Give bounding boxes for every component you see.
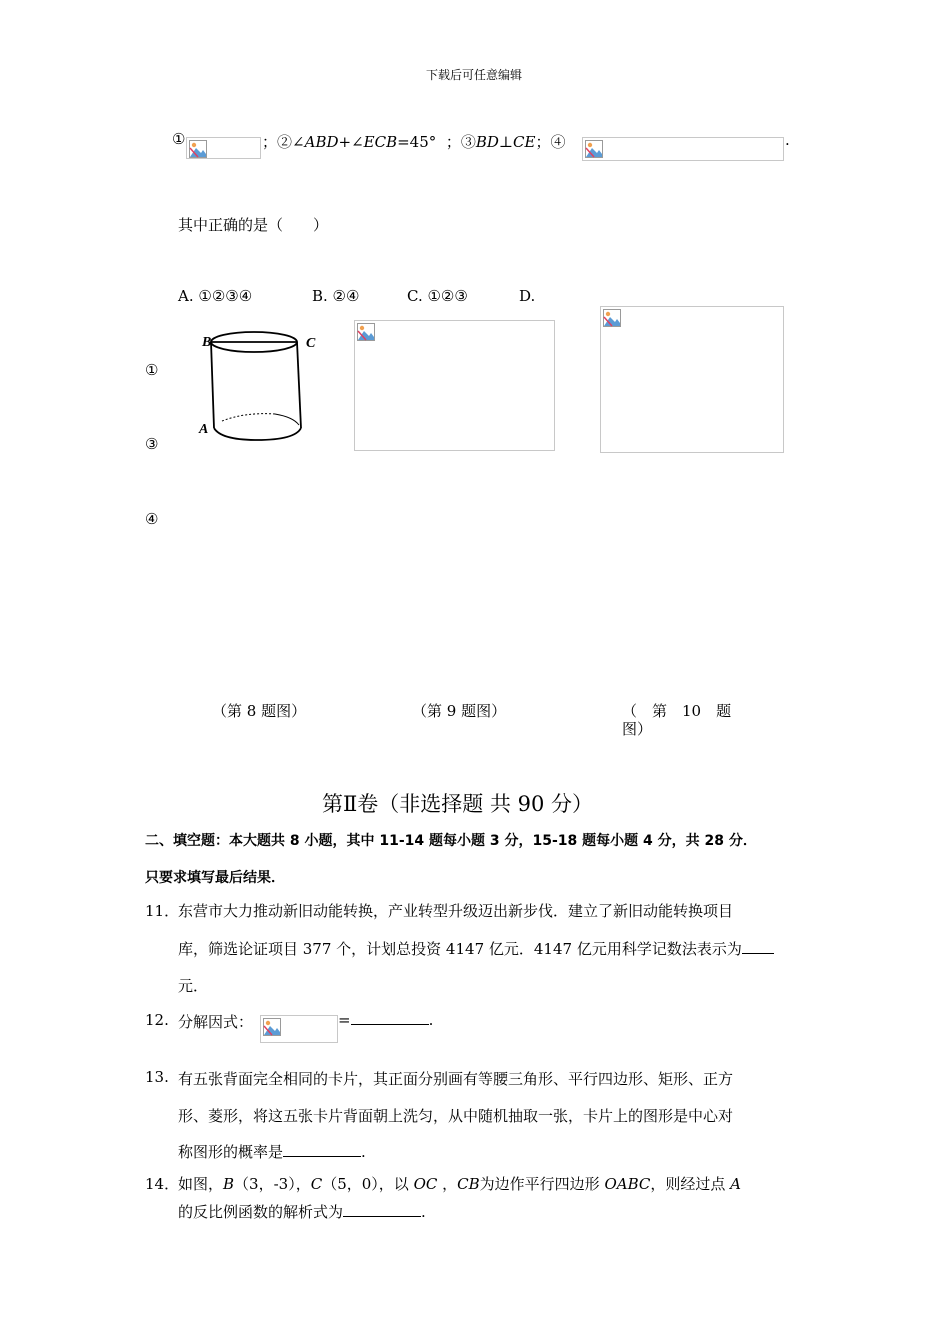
q13-line1: 有五张背面完全相同的卡片，其正面分别画有等腰三角形、平行四边形、矩形、正方 [178, 1070, 734, 1088]
broken-image-icon [357, 323, 375, 341]
caption-fig10-line1: （ 第 10 题 [622, 702, 732, 720]
q14-p1: 如图， [178, 1175, 224, 1193]
q11-answer-blank [742, 953, 774, 954]
q14-line2-text: 的反比例函数的解析式为 [178, 1203, 344, 1221]
question-prompt: 其中正确的是（ ） [178, 216, 329, 234]
cylinder-label-b: B [202, 335, 212, 350]
side-marker-3: ③ [145, 435, 159, 453]
formula-image-2 [582, 137, 784, 161]
plus-sign: + [338, 133, 352, 151]
q14-cb: CB [457, 1175, 480, 1193]
q12-end: . [428, 1011, 434, 1029]
header-note: 下载后可任意编辑 [426, 68, 523, 82]
q14-p3: ，则经过点 [650, 1175, 726, 1193]
answer-a: A. ①②③④ [178, 287, 253, 305]
q12-eq: = [338, 1011, 351, 1029]
option-1-marker: ① [172, 130, 186, 148]
angle-symbol: ∠ [292, 133, 305, 151]
figure-9-image [354, 320, 555, 451]
answer-b: B. ②④ [312, 287, 360, 305]
sep-2: ； [445, 133, 461, 151]
option-4-marker: ④ [550, 133, 566, 151]
section-intro-line1: 二、填空题：本大题共 8 小题，其中 11-14 题每小题 3 分，15-18 题每小题 4 分，共 28 分． [145, 833, 757, 849]
angle-abd: ABD [304, 133, 339, 151]
q14-comma: ， [442, 1175, 458, 1193]
caption-fig9: （第 9 题图） [412, 702, 507, 720]
section-title: 第Ⅱ卷（非选择题 共 90 分） [322, 792, 594, 816]
q11-line2 [178, 938, 774, 959]
q13-line3 [178, 1141, 366, 1162]
option-2-marker: ② [277, 133, 293, 151]
formula-image-1 [186, 137, 261, 159]
q14-b-coord: （3，-3）， [234, 1175, 311, 1193]
q13-answer-blank [283, 1156, 361, 1157]
caption-fig10-line2: 图） [622, 720, 653, 738]
q12-answer-blank [351, 1024, 429, 1025]
q14-p2: 为边作平行四边形 [479, 1175, 600, 1193]
q12-formula-image [260, 1015, 338, 1043]
figure-10-image [600, 306, 784, 453]
sep-1: ； [262, 133, 278, 151]
side-marker-4: ④ [145, 510, 159, 528]
q14-point-b: B [223, 1175, 235, 1193]
q14-line1 [178, 1173, 741, 1194]
answer-d: D. [519, 287, 536, 305]
broken-image-icon [603, 309, 621, 327]
broken-image-icon [585, 140, 603, 158]
q11-number: 11． [145, 902, 180, 920]
q11-line2-text: 库，筛选论证项目 377 个，计划总投资 4147 亿元．4147 亿元用科学记数法表示为 [178, 940, 742, 958]
cylinder-figure [195, 322, 325, 447]
q13-number: 13. [145, 1068, 169, 1086]
q14-oabc: OABC [604, 1175, 651, 1193]
q14-end: . [421, 1203, 426, 1221]
q12-text: 分解因式： [178, 1013, 254, 1031]
angle-ecb: ECB [363, 133, 398, 151]
q14-oc: OC [413, 1175, 438, 1193]
q13-line2: 形、菱形，将这五张卡片背面朝上洗匀，从中随机抽取一张，卡片上的图形是中心对 [178, 1107, 734, 1125]
q13-end: . [361, 1143, 366, 1161]
caption-fig8: （第 8 题图） [212, 702, 307, 720]
q14-answer-blank [343, 1216, 421, 1217]
side-marker-1: ① [145, 361, 159, 379]
segment-ce: CE [513, 133, 536, 151]
angle-symbol: ∠ [351, 133, 364, 151]
section-intro-line2: 只要求填写最后结果． [145, 870, 285, 886]
angle-value: =45° [397, 133, 437, 151]
broken-image-icon [189, 140, 207, 158]
q12-equals [338, 1011, 433, 1029]
perp-symbol: ⊥ [498, 133, 514, 151]
cylinder-label-a: A [199, 422, 209, 437]
option-line-end: . [785, 131, 790, 149]
q14-point-a: A [730, 1175, 741, 1193]
broken-image-icon [263, 1018, 281, 1036]
q14-line2 [178, 1201, 426, 1222]
q12-number: 12. [145, 1011, 169, 1029]
cylinder-label-c: C [306, 336, 316, 351]
option-3-marker: ③ [460, 133, 476, 151]
sep-3: ； [535, 133, 551, 151]
q11-line3: 元． [178, 977, 209, 995]
segment-bd: BD [475, 133, 499, 151]
q14-number: 14． [145, 1175, 180, 1193]
option-line-mid [262, 131, 565, 152]
answer-c: C. ①②③ [407, 287, 468, 305]
q14-c-coord: （5，0），以 [322, 1175, 409, 1193]
q11-line1: 东营市大力推动新旧动能转换，产业转型升级迈出新步伐．建立了新旧动能转换项目 [178, 902, 734, 920]
q14-point-c: C [310, 1175, 323, 1193]
q13-line3-text: 称图形的概率是 [178, 1143, 284, 1161]
